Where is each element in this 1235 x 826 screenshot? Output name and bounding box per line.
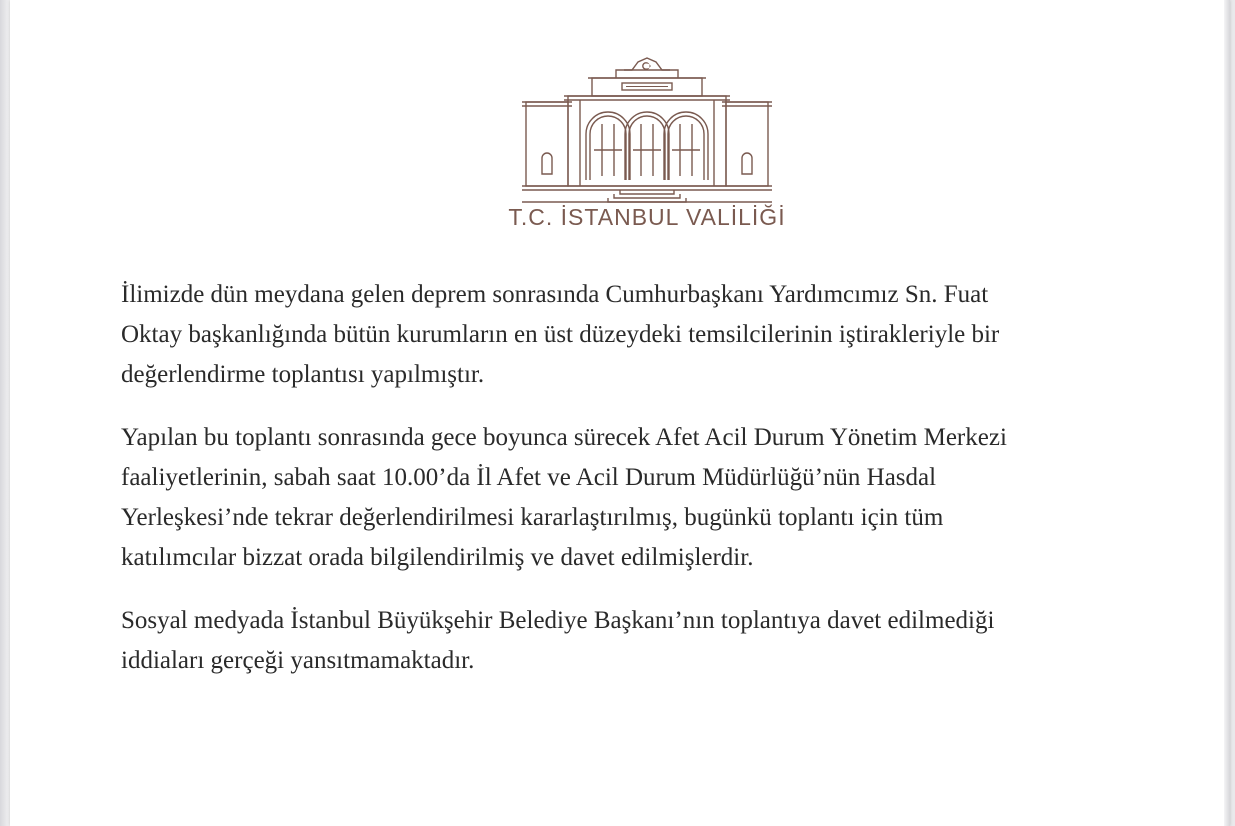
paragraph-line: iddiaları gerçeği yansıtmamaktadır. xyxy=(121,647,475,674)
paragraph-line: faaliyetlerinin, sabah saat 10.00’da İl Afet ve Acil Durum Müdürlüğü’nün Hasdal xyxy=(121,464,937,491)
paragraph-3 xyxy=(121,601,1191,681)
governor-building-icon xyxy=(520,56,774,206)
document-page xyxy=(10,0,1230,826)
paragraph-1 xyxy=(121,275,1191,395)
paragraph-line: Oktay başkanlığında bütün kurumların en üst düzeydeki temsilcilerinin iştirakleriyle bir xyxy=(121,321,1000,348)
paragraph-line: değerlendirme toplantısı yapılmıştır. xyxy=(121,361,485,388)
paragraph-line: İlimizde dün meydana gelen deprem sonrasında Cumhurbaşkanı Yardımcımız Sn. Fuat xyxy=(121,281,989,308)
left-page-edge xyxy=(0,0,10,826)
paragraph-2 xyxy=(121,418,1191,578)
istanbul-governorship-logo xyxy=(504,48,790,244)
paragraph-line: Yapılan bu toplantı sonrasında gece boyunca sürecek Afet Acil Durum Yönetim Merkezi xyxy=(121,424,1007,451)
paragraph-line: Sosyal medyada İstanbul Büyükşehir Belediye Başkanı’nın toplantıya davet edilmediği xyxy=(121,607,995,634)
paragraph-line: katılımcılar bizzat orada bilgilendirilmiş ve davet edilmişlerdir. xyxy=(121,544,754,571)
logo-caption: T.C. İSTANBUL VALİLİĞİ xyxy=(508,204,786,230)
statement-body xyxy=(121,275,1191,704)
paragraph-line: Yerleşkesi’nde tekrar değerlendirilmesi kararlaştırılmış, bugünkü toplantı için tüm xyxy=(121,504,944,531)
right-page-edge xyxy=(1224,0,1230,826)
